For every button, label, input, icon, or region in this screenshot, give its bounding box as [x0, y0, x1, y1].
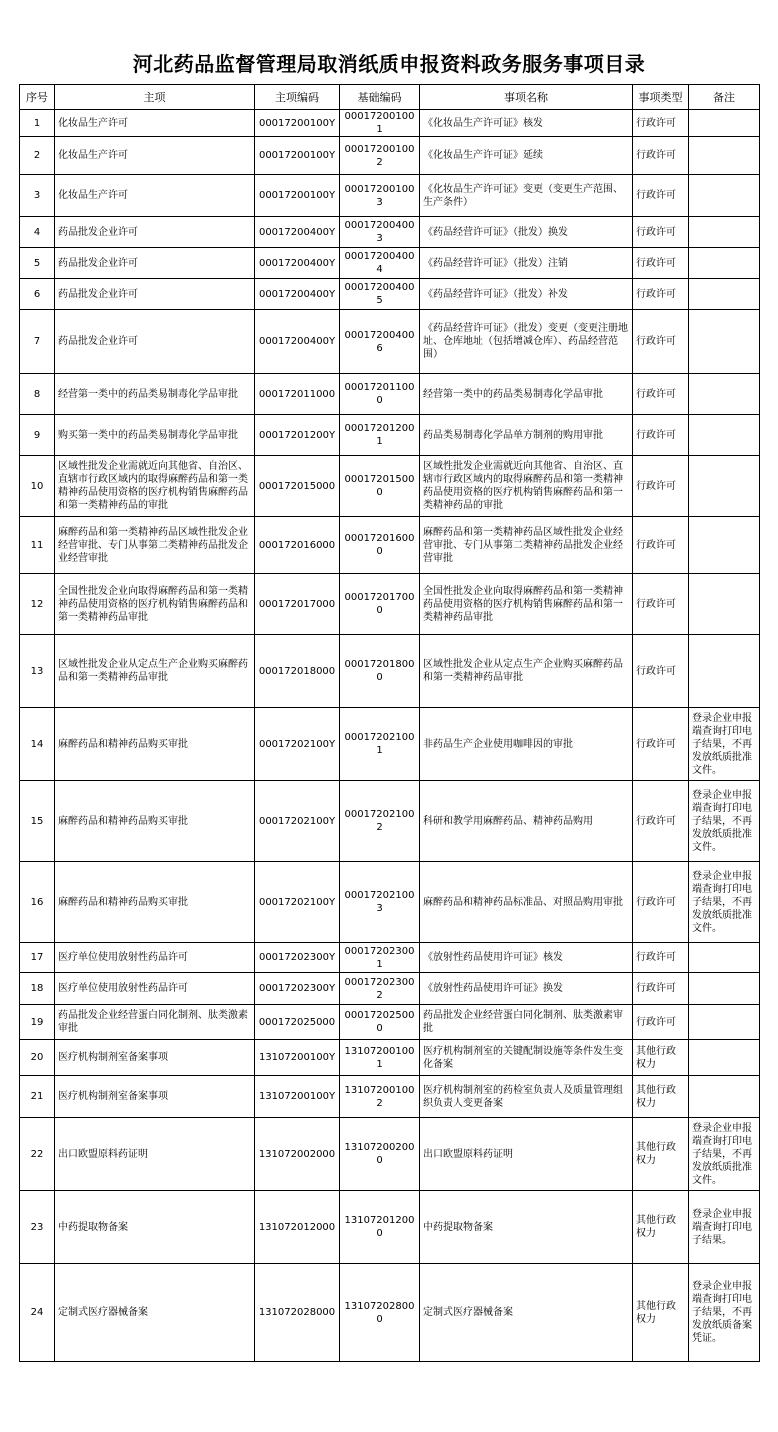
cell-seq: 15 [20, 781, 55, 862]
cell-main-code: 131072028000 [255, 1264, 340, 1362]
cell-main: 化妆品生产许可 [55, 110, 255, 137]
cell-seq: 9 [20, 415, 55, 456]
cell-base-code: 000172016000 [340, 517, 420, 574]
cell-item-name: 麻醉药品和第一类精神药品区域性批发企业经营审批、专门从事第二类精神药品批发企业经营审批 [420, 517, 633, 574]
cell-seq: 5 [20, 248, 55, 279]
cell-base-code: 131072001001 [340, 1040, 420, 1076]
table-row [20, 1076, 760, 1118]
cell-main: 麻醉药品和第一类精神药品区域性批发企业经营审批、专门从事第二类精神药品批发企业经营审批 [55, 517, 255, 574]
cell-item-type: 其他行政权力 [633, 1191, 689, 1264]
cell-seq: 21 [20, 1076, 55, 1118]
cell-base-code: 000172018000 [340, 635, 420, 708]
cell-seq: 12 [20, 574, 55, 635]
cell-note [689, 973, 760, 1005]
cell-seq: 1 [20, 110, 55, 137]
table-row [20, 1264, 760, 1362]
table-row [20, 248, 760, 279]
cell-base-code: 131072028000 [340, 1264, 420, 1362]
cell-seq: 4 [20, 217, 55, 248]
cell-base-code: 131072002000 [340, 1118, 420, 1191]
cell-note [689, 137, 760, 175]
cell-note [689, 635, 760, 708]
header-main: 主项 [55, 85, 255, 110]
cell-item-name: 医疗机构制剂室的药检室负责人及质量管理组织负责人变更备案 [420, 1076, 633, 1118]
cell-item-name: 《放射性药品使用许可证》换发 [420, 973, 633, 1005]
cell-main: 药品批发企业许可 [55, 248, 255, 279]
cell-seq: 6 [20, 279, 55, 310]
cell-item-name: 区域性批发企业从定点生产企业购买麻醉药品和第一类精神药品审批 [420, 635, 633, 708]
cell-note: 登录企业申报端查询打印电子结果。 [689, 1191, 760, 1264]
cell-item-type: 行政许可 [633, 1005, 689, 1040]
table-row [20, 862, 760, 943]
cell-item-type: 行政许可 [633, 137, 689, 175]
cell-main-code: 00017201200Y [255, 415, 340, 456]
cell-main: 购买第一类中的药品类易制毒化学品审批 [55, 415, 255, 456]
cell-item-name: 中药提取物备案 [420, 1191, 633, 1264]
cell-main: 经营第一类中的药品类易制毒化学品审批 [55, 374, 255, 415]
table-row [20, 1118, 760, 1191]
table-row [20, 781, 760, 862]
header-note: 备注 [689, 85, 760, 110]
cell-main-code: 000172015000 [255, 456, 340, 517]
cell-main-code: 00017202300Y [255, 973, 340, 1005]
cell-base-code: 000172001003 [340, 175, 420, 217]
header-item-type: 事项类型 [633, 85, 689, 110]
cell-note [689, 1076, 760, 1118]
cell-seq: 16 [20, 862, 55, 943]
table-header-row [20, 85, 760, 110]
cell-note: 登录企业申报端查询打印电子结果，不再发放纸质批准文件。 [689, 862, 760, 943]
cell-item-type: 行政许可 [633, 781, 689, 862]
cell-item-type: 行政许可 [633, 708, 689, 781]
cell-note [689, 310, 760, 374]
table-row [20, 1191, 760, 1264]
cell-main: 区域性批发企业从定点生产企业购买麻醉药品和第一类精神药品审批 [55, 635, 255, 708]
cell-item-name: 《药品经营许可证》（批发）补发 [420, 279, 633, 310]
cell-main: 出口欧盟原料药证明 [55, 1118, 255, 1191]
cell-main: 区域性批发企业需就近向其他省、自治区、直辖市行政区域内的取得麻醉药品和第一类精神药品使用资格的医疗机构销售麻醉药品和第一类精神药品的审批 [55, 456, 255, 517]
header-base-code: 基础编码 [340, 85, 420, 110]
cell-main-code: 00017200400Y [255, 310, 340, 374]
cell-seq: 20 [20, 1040, 55, 1076]
table-row [20, 708, 760, 781]
cell-item-type: 行政许可 [633, 175, 689, 217]
cell-item-name: 《化妆品生产许可证》变更（变更生产范围、生产条件） [420, 175, 633, 217]
cell-item-type: 行政许可 [633, 217, 689, 248]
cell-seq: 23 [20, 1191, 55, 1264]
cell-note [689, 517, 760, 574]
cell-main-code: 00017200100Y [255, 175, 340, 217]
cell-note: 登录企业申报端查询打印电子结果，不再发放纸质备案凭证。 [689, 1264, 760, 1362]
cell-main-code: 00017200100Y [255, 137, 340, 175]
header-main-code: 主项编码 [255, 85, 340, 110]
cell-base-code: 000172023001 [340, 943, 420, 973]
cell-main: 中药提取物备案 [55, 1191, 255, 1264]
cell-main: 麻醉药品和精神药品购买审批 [55, 781, 255, 862]
table-row [20, 415, 760, 456]
cell-main-code: 000172016000 [255, 517, 340, 574]
table-row [20, 1040, 760, 1076]
cell-item-name: 《化妆品生产许可证》延续 [420, 137, 633, 175]
table-row [20, 279, 760, 310]
cell-note [689, 175, 760, 217]
cell-base-code: 000172004006 [340, 310, 420, 374]
table-row [20, 137, 760, 175]
cell-seq: 2 [20, 137, 55, 175]
cell-item-type: 行政许可 [633, 635, 689, 708]
cell-base-code: 000172021002 [340, 781, 420, 862]
header-seq: 序号 [20, 85, 55, 110]
cell-note [689, 110, 760, 137]
cell-main: 化妆品生产许可 [55, 137, 255, 175]
cell-item-type: 行政许可 [633, 310, 689, 374]
table-row [20, 943, 760, 973]
cell-item-type: 行政许可 [633, 374, 689, 415]
service-items-table [19, 84, 760, 1362]
cell-main-code: 131072012000 [255, 1191, 340, 1264]
cell-main-code: 000172011000 [255, 374, 340, 415]
cell-seq: 8 [20, 374, 55, 415]
cell-item-type: 行政许可 [633, 973, 689, 1005]
cell-base-code: 000172004003 [340, 217, 420, 248]
cell-base-code: 000172012001 [340, 415, 420, 456]
cell-item-type: 其他行政权力 [633, 1118, 689, 1191]
cell-main-code: 000172017000 [255, 574, 340, 635]
cell-main: 医疗机构制剂室备案事项 [55, 1076, 255, 1118]
cell-seq: 7 [20, 310, 55, 374]
cell-base-code: 131072001002 [340, 1076, 420, 1118]
cell-note: 登录企业申报端查询打印电子结果，不再发放纸质批准文件。 [689, 708, 760, 781]
cell-main: 化妆品生产许可 [55, 175, 255, 217]
cell-item-name: 出口欧盟原料药证明 [420, 1118, 633, 1191]
cell-item-type: 行政许可 [633, 415, 689, 456]
cell-item-type: 行政许可 [633, 279, 689, 310]
cell-seq: 17 [20, 943, 55, 973]
cell-item-type: 行政许可 [633, 110, 689, 137]
cell-note [689, 456, 760, 517]
cell-base-code: 000172004004 [340, 248, 420, 279]
cell-base-code: 000172011000 [340, 374, 420, 415]
cell-item-name: 麻醉药品和精神药品标准品、对照品购用审批 [420, 862, 633, 943]
cell-note [689, 279, 760, 310]
table-row [20, 1005, 760, 1040]
document-title: 河北药品监督管理局取消纸质申报资料政务服务事项目录 [132, 52, 646, 76]
table-body [20, 110, 760, 1362]
cell-seq: 22 [20, 1118, 55, 1191]
cell-note: 登录企业申报端查询打印电子结果，不再发放纸质批准文件。 [689, 781, 760, 862]
cell-main-code: 00017200400Y [255, 279, 340, 310]
cell-note [689, 415, 760, 456]
cell-main-code: 000172025000 [255, 1005, 340, 1040]
cell-item-name: 非药品生产企业使用咖啡因的审批 [420, 708, 633, 781]
cell-main: 定制式医疗器械备案 [55, 1264, 255, 1362]
cell-base-code: 000172015000 [340, 456, 420, 517]
cell-main-code: 13107200100Y [255, 1040, 340, 1076]
table-row [20, 310, 760, 374]
table-row [20, 374, 760, 415]
cell-note [689, 943, 760, 973]
cell-item-name: 药品批发企业经营蛋白同化制剂、肽类激素审批 [420, 1005, 633, 1040]
cell-main: 麻醉药品和精神药品购买审批 [55, 708, 255, 781]
cell-seq: 24 [20, 1264, 55, 1362]
cell-main-code: 00017202100Y [255, 781, 340, 862]
table-row [20, 456, 760, 517]
table-row [20, 217, 760, 248]
cell-item-name: 药品类易制毒化学品单方制剂的购用审批 [420, 415, 633, 456]
cell-base-code: 000172023002 [340, 973, 420, 1005]
cell-main: 医疗机构制剂室备案事项 [55, 1040, 255, 1076]
cell-item-name: 经营第一类中的药品类易制毒化学品审批 [420, 374, 633, 415]
cell-note: 登录企业申报端查询打印电子结果，不再发放纸质批准文件。 [689, 1118, 760, 1191]
cell-item-type: 其他行政权力 [633, 1264, 689, 1362]
cell-item-name: 《药品经营许可证》（批发）换发 [420, 217, 633, 248]
cell-item-name: 全国性批发企业向取得麻醉药品和第一类精神药品使用资格的医疗机构销售麻醉药品和第一类精神药品审批 [420, 574, 633, 635]
cell-main: 药品批发企业许可 [55, 217, 255, 248]
cell-item-name: 《化妆品生产许可证》核发 [420, 110, 633, 137]
cell-main: 药品批发企业许可 [55, 310, 255, 374]
cell-note [689, 574, 760, 635]
cell-main-code: 000172018000 [255, 635, 340, 708]
header-item-name: 事项名称 [420, 85, 633, 110]
cell-base-code: 000172021001 [340, 708, 420, 781]
cell-item-name: 《药品经营许可证》（批发）变更（变更注册地址、仓库地址（包括增减仓库）、药品经营范围） [420, 310, 633, 374]
cell-item-name: 《放射性药品使用许可证》核发 [420, 943, 633, 973]
cell-base-code: 131072012000 [340, 1191, 420, 1264]
cell-item-name: 医疗机构制剂室的关键配制设施等条件发生变化备案 [420, 1040, 633, 1076]
cell-base-code: 000172004005 [340, 279, 420, 310]
cell-main-code: 00017200400Y [255, 248, 340, 279]
cell-main: 医疗单位使用放射性药品许可 [55, 973, 255, 1005]
cell-seq: 18 [20, 973, 55, 1005]
cell-main-code: 00017202100Y [255, 708, 340, 781]
cell-item-type: 行政许可 [633, 248, 689, 279]
cell-note [689, 1005, 760, 1040]
cell-main: 全国性批发企业向取得麻醉药品和第一类精神药品使用资格的医疗机构销售麻醉药品和第一类精神药品审批 [55, 574, 255, 635]
cell-main: 医疗单位使用放射性药品许可 [55, 943, 255, 973]
table-row [20, 973, 760, 1005]
cell-note [689, 248, 760, 279]
cell-main-code: 00017200100Y [255, 110, 340, 137]
cell-base-code: 000172025000 [340, 1005, 420, 1040]
table-row [20, 175, 760, 217]
table-row [20, 574, 760, 635]
cell-item-type: 行政许可 [633, 517, 689, 574]
cell-main: 药品批发企业许可 [55, 279, 255, 310]
cell-item-name: 区域性批发企业需就近向其他省、自治区、直辖市行政区域内的取得麻醉药品和第一类精神药品使用资格的医疗机构销售麻醉药品和第一类精神药品的审批 [420, 456, 633, 517]
cell-seq: 13 [20, 635, 55, 708]
cell-item-type: 行政许可 [633, 456, 689, 517]
cell-item-type: 行政许可 [633, 943, 689, 973]
cell-seq: 10 [20, 456, 55, 517]
cell-base-code: 000172017000 [340, 574, 420, 635]
cell-main-code: 131072002000 [255, 1118, 340, 1191]
cell-item-type: 其他行政权力 [633, 1040, 689, 1076]
cell-main: 麻醉药品和精神药品购买审批 [55, 862, 255, 943]
cell-note [689, 217, 760, 248]
cell-item-type: 其他行政权力 [633, 1076, 689, 1118]
cell-main: 药品批发企业经营蛋白同化制剂、肽类激素审批 [55, 1005, 255, 1040]
cell-seq: 14 [20, 708, 55, 781]
cell-main-code: 13107200100Y [255, 1076, 340, 1118]
cell-base-code: 000172021003 [340, 862, 420, 943]
cell-seq: 3 [20, 175, 55, 217]
cell-item-type: 行政许可 [633, 574, 689, 635]
table-row [20, 517, 760, 574]
cell-main-code: 00017202300Y [255, 943, 340, 973]
cell-item-type: 行政许可 [633, 862, 689, 943]
cell-item-name: 定制式医疗器械备案 [420, 1264, 633, 1362]
table-row [20, 110, 760, 137]
cell-base-code: 000172001001 [340, 110, 420, 137]
cell-note [689, 1040, 760, 1076]
table-row [20, 635, 760, 708]
cell-note [689, 374, 760, 415]
cell-base-code: 000172001002 [340, 137, 420, 175]
cell-seq: 19 [20, 1005, 55, 1040]
cell-seq: 11 [20, 517, 55, 574]
cell-item-name: 科研和教学用麻醉药品、精神药品购用 [420, 781, 633, 862]
cell-main-code: 00017200400Y [255, 217, 340, 248]
cell-main-code: 00017202100Y [255, 862, 340, 943]
cell-item-name: 《药品经营许可证》（批发）注销 [420, 248, 633, 279]
